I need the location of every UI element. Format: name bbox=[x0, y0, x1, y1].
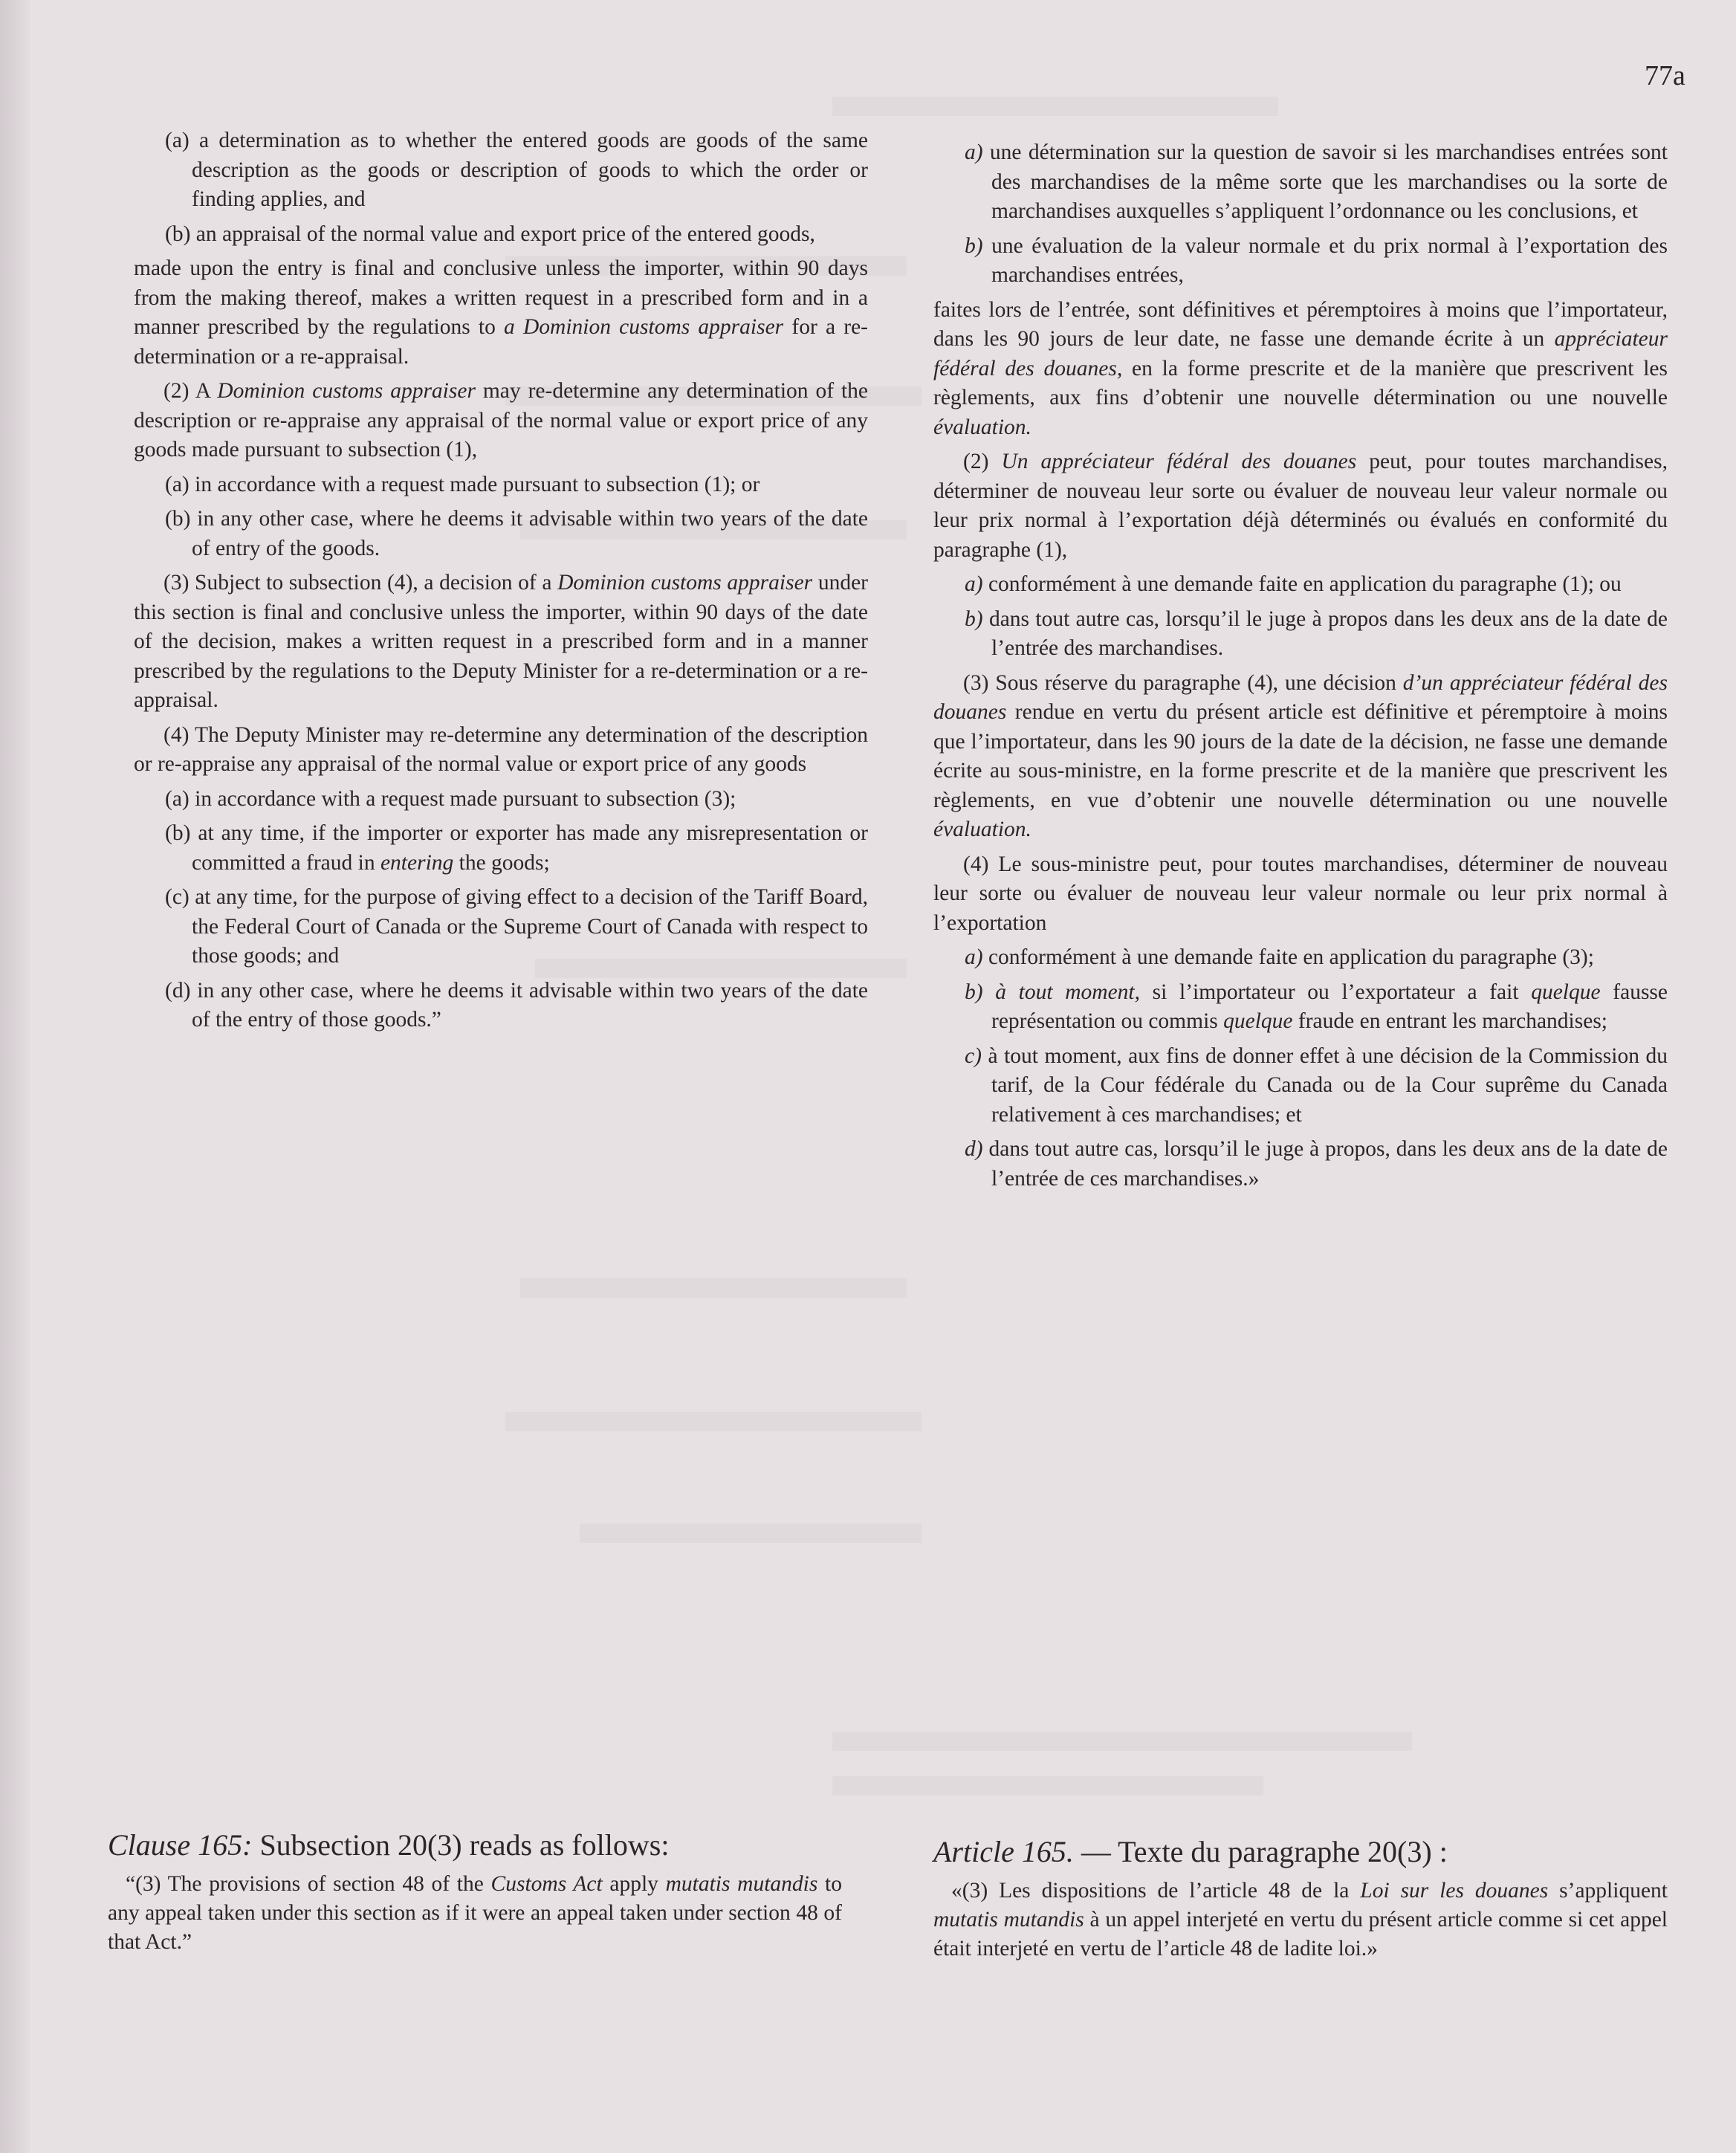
en-paragraph-4b bbox=[134, 819, 868, 878]
en-paragraph-4d bbox=[134, 977, 868, 1035]
en-paragraph-4a bbox=[134, 785, 868, 815]
french-explanatory-note bbox=[933, 1832, 1668, 1963]
fr-s3-term: d’un appréciateur fédéral des douanes bbox=[933, 670, 1668, 724]
en-subsection-3 bbox=[134, 569, 868, 716]
en-s4a-label: (a) bbox=[165, 786, 190, 811]
fr-s3-lead: (3) Sous réserve du paragraphe (4), une décision bbox=[963, 670, 1403, 695]
fr-s2-term: Un appréciateur fédéral des douanes bbox=[1001, 450, 1357, 473]
fr-note-body bbox=[933, 1877, 1668, 1963]
fr-a1-label: a) bbox=[965, 140, 983, 164]
en-s2-lead: (2) A bbox=[163, 379, 218, 403]
fr-paragraph-4d bbox=[933, 1135, 1668, 1194]
fr-s4-text: (4) Le sous-ministre peut, pour toutes marchandises, déterminer de nouveau leur sorte ou évaluer de nouveau leur valeur normale ou leur prix normal à l’exportation bbox=[933, 852, 1668, 935]
en-s4b-term: entering bbox=[380, 850, 454, 875]
en-s2a-text: in accordance with a request made pursuant to subsection (1); or bbox=[195, 472, 760, 496]
fr-s2a-label: a) bbox=[965, 572, 983, 596]
en-paragraph-2a bbox=[134, 470, 868, 500]
fr-s4b-term-2: quelque bbox=[1531, 980, 1601, 1004]
en-s2a-label: (a) bbox=[165, 472, 190, 496]
fr-note-article: Article 165. bbox=[933, 1835, 1074, 1868]
fr-s4b-text-2: fausse représentation ou commis bbox=[991, 980, 1668, 1033]
page-number: 77a bbox=[1645, 60, 1685, 91]
fr-s4b-term-3: quelque bbox=[1223, 1009, 1293, 1033]
fr-s4c-label: c) bbox=[965, 1043, 982, 1068]
en-s4c-text: at any time, for the purpose of giving effect to a decision of the Tariff Board, the Federal Court of Canada or the Supreme Court of Canada with respect to those goods; and bbox=[192, 885, 869, 968]
en-s4b-label: (b) bbox=[165, 821, 191, 845]
fr-note-heading-text: — Texte du paragraphe 20(3) : bbox=[1073, 1835, 1448, 1868]
en-s4d-text: in any other case, where he deems it advisable within two years of the date of the entry of those goods.” bbox=[192, 978, 869, 1032]
fr-faites-text-1: faites lors de l’entrée, sont définitives et péremptoires à moins que l’importateur, dans les 90 jours de leur date, ne fasse une demande écrite à un bbox=[933, 297, 1668, 351]
en-s4-text: (4) The Deputy Minister may re-determine any determination of the description or re-appraise any appraisal of the normal value or export price of any goods bbox=[134, 722, 868, 776]
fr-paragraph-4c bbox=[933, 1042, 1668, 1130]
en-s4a-text: in accordance with a request made pursuant to subsection (3); bbox=[195, 786, 736, 811]
en-note-body bbox=[108, 1870, 842, 1957]
fr-paragraph-2a bbox=[933, 570, 1668, 600]
fr-paragraph-4a bbox=[933, 943, 1668, 973]
en-note-body-1: “(3) The provisions of section 48 of the bbox=[126, 1872, 491, 1896]
en-s2-text: may re-determine any determination of the description or re-appraise any appraisal of the normal value or export price of any goods made pursuant to subsection (1), bbox=[134, 379, 868, 462]
fr-note-body-3: à un appel interjeté en vertu du présent article comme si cet appel était interjeté en vertu de l’article 48 de ladite loi.» bbox=[933, 1908, 1668, 1961]
fr-s3-term-2: évaluation. bbox=[933, 818, 1031, 841]
en-note-heading bbox=[108, 1825, 842, 1865]
en-s2-term: Dominion customs appraiser bbox=[217, 379, 476, 403]
en-note-term-1: Customs Act bbox=[490, 1872, 603, 1896]
fr-a1-text: une détermination sur la question de savoir si les marchandises entrées sont des marchandises de la même sorte que les marchandises ou la sorte de marchandises auxquelles s’appliquent l’ordonnance ou les conclusions, et bbox=[989, 140, 1668, 223]
fr-s2b-label: b) bbox=[965, 606, 983, 631]
fr-note-body-1: «(3) Les dispositions de l’article 48 de la bbox=[951, 1879, 1361, 1903]
en-paragraph-made bbox=[134, 254, 868, 372]
en-b1-text: an appraisal of the normal value and export price of the entered goods, bbox=[195, 221, 815, 246]
fr-paragraph-a1 bbox=[933, 138, 1668, 227]
fr-s4a-label: a) bbox=[965, 945, 983, 969]
fr-b1-label: b) bbox=[965, 233, 983, 258]
fr-s4b-text-1: si l’importateur ou l’exportateur a fait bbox=[1140, 980, 1532, 1004]
fr-s4b-label: b) bbox=[965, 980, 983, 1004]
fr-s4d-text: dans tout autre cas, lorsqu’il le juge à propos, dans les deux ans de la date de l’entrée de ces marchandises.» bbox=[988, 1137, 1668, 1191]
french-column bbox=[933, 138, 1668, 1199]
en-paragraph-4c bbox=[134, 883, 868, 971]
en-subsection-2 bbox=[134, 377, 868, 465]
fr-s4b-text-3: fraude en entrant les marchandises; bbox=[1292, 1009, 1608, 1033]
en-s4c-label: (c) bbox=[165, 885, 190, 909]
en-made-text-1: made upon the entry is final and conclusive unless the importer, within 90 days from the making thereof, makes a written request in a prescribed form and in a manner prescribed by the regulations to bbox=[134, 256, 868, 339]
fr-note-term-2: mutatis mutandis bbox=[933, 1908, 1084, 1932]
en-s4b-text-2: the goods; bbox=[453, 850, 550, 875]
en-s3-term: Dominion customs appraiser bbox=[557, 571, 813, 595]
en-made-term: a Dominion customs appraiser bbox=[504, 315, 784, 339]
en-s4b-text-1: at any time, if the importer or exporter has made any misrepresentation or committed a fraud in bbox=[192, 821, 868, 875]
en-a1-label: (a) bbox=[165, 129, 190, 152]
en-s2b-label: (b) bbox=[165, 507, 191, 531]
en-paragraph-2b bbox=[134, 505, 868, 563]
fr-subsection-3 bbox=[933, 669, 1668, 845]
english-column bbox=[134, 126, 868, 1040]
fr-faites-term: appréciateur fédéral des douanes, bbox=[933, 327, 1668, 381]
fr-faites-text-2: en la forme prescrite et de la manière que prescrivent les règlements, aux fins d’obtenir une nouvelle détermination ou une nouvelle bbox=[933, 356, 1668, 409]
en-paragraph-b1 bbox=[134, 220, 868, 250]
en-note-clause: Clause 165: bbox=[108, 1828, 253, 1862]
en-a1-text: a determination as to whether the entered goods are goods of the same description as the goods or description of goods to which the order or finding applies, and bbox=[192, 129, 869, 211]
en-note-body-3: to any appeal taken under this section as if it were an appeal taken under section 48 of that Act.” bbox=[108, 1872, 842, 1954]
fr-note-heading bbox=[933, 1832, 1668, 1872]
fr-note-body-2: s’appliquent bbox=[1548, 1879, 1668, 1903]
fr-s4d-label: d) bbox=[965, 1137, 983, 1161]
fr-s4a-text: conformément à une demande faite en application du paragraphe (3); bbox=[988, 945, 1594, 969]
en-note-heading-text: Subsection 20(3) reads as follows: bbox=[252, 1828, 670, 1862]
fr-b1-text: une évaluation de la valeur normale et du prix normal à l’exportation des marchandises entrées, bbox=[991, 233, 1668, 287]
en-made-text-2: for a re-determination or a re-appraisal. bbox=[134, 315, 868, 369]
en-s4d-label: (d) bbox=[165, 978, 191, 1003]
fr-s2a-text: conformément à une demande faite en application du paragraphe (1); ou bbox=[988, 572, 1622, 596]
fr-paragraph-4b bbox=[933, 978, 1668, 1037]
english-explanatory-note bbox=[108, 1825, 842, 1957]
en-note-body-2: apply bbox=[602, 1872, 666, 1896]
en-s3-lead: (3) Subject to subsection (4), a decision of a bbox=[163, 571, 558, 595]
fr-s2-lead: (2) bbox=[963, 450, 1002, 473]
fr-s4b-term-1: à tout moment, bbox=[995, 980, 1140, 1004]
en-subsection-4 bbox=[134, 721, 868, 780]
fr-note-term-1: Loi sur les douanes bbox=[1360, 1879, 1549, 1903]
fr-s2b-text: dans tout autre cas, lorsqu’il le juge à propos dans les deux ans de la date de l’entrée des marchandises. bbox=[988, 606, 1668, 660]
fr-paragraph-b1 bbox=[933, 232, 1668, 291]
en-paragraph-a1 bbox=[134, 126, 868, 215]
fr-subsection-2 bbox=[933, 447, 1668, 565]
fr-subsection-4 bbox=[933, 850, 1668, 939]
en-s2b-text: in any other case, where he deems it advisable within two years of the date of entry of the goods. bbox=[192, 507, 869, 560]
page-edge bbox=[0, 0, 30, 2153]
en-note-term-2: mutatis mutandis bbox=[665, 1872, 818, 1896]
fr-faites-term-2: évaluation. bbox=[933, 415, 1031, 439]
fr-paragraph-2b bbox=[933, 605, 1668, 664]
fr-paragraph-faites bbox=[933, 296, 1668, 443]
fr-s4c-text: à tout moment, aux fins de donner effet à une décision de la Commission du tarif, de la Cour fédérale du Canada ou de la Cour suprême du Canada relativement à ces marchandises; et bbox=[988, 1043, 1668, 1127]
en-s3-text: under this section is final and conclusive unless the importer, within 90 days of the date of the decision, makes a written request in a prescribed form and in a manner prescribed by the regulations to the Deputy Minister for a re-determination or a re-appraisal. bbox=[134, 571, 868, 712]
fr-s3-text-1: rendue en vertu du présent article est définitive et péremptoire à moins que l’importateur, dans les 90 jours de la date de la décision, ne fasse une demande écrite au sous-ministre, en la forme prescrite et de la manière que prescrivent les règlements, en vue d’obtenir une nouvelle détermination ou une nouvelle bbox=[933, 700, 1668, 812]
en-b1-label: (b) bbox=[165, 221, 191, 246]
fr-s2-text: peut, pour toutes marchandises, déterminer de nouveau leur sorte ou évaluer de nouveau leur valeur normale ou leur prix normal à l’exportation déjà déterminés ou évalués en conformité du paragraphe (1), bbox=[933, 450, 1668, 562]
